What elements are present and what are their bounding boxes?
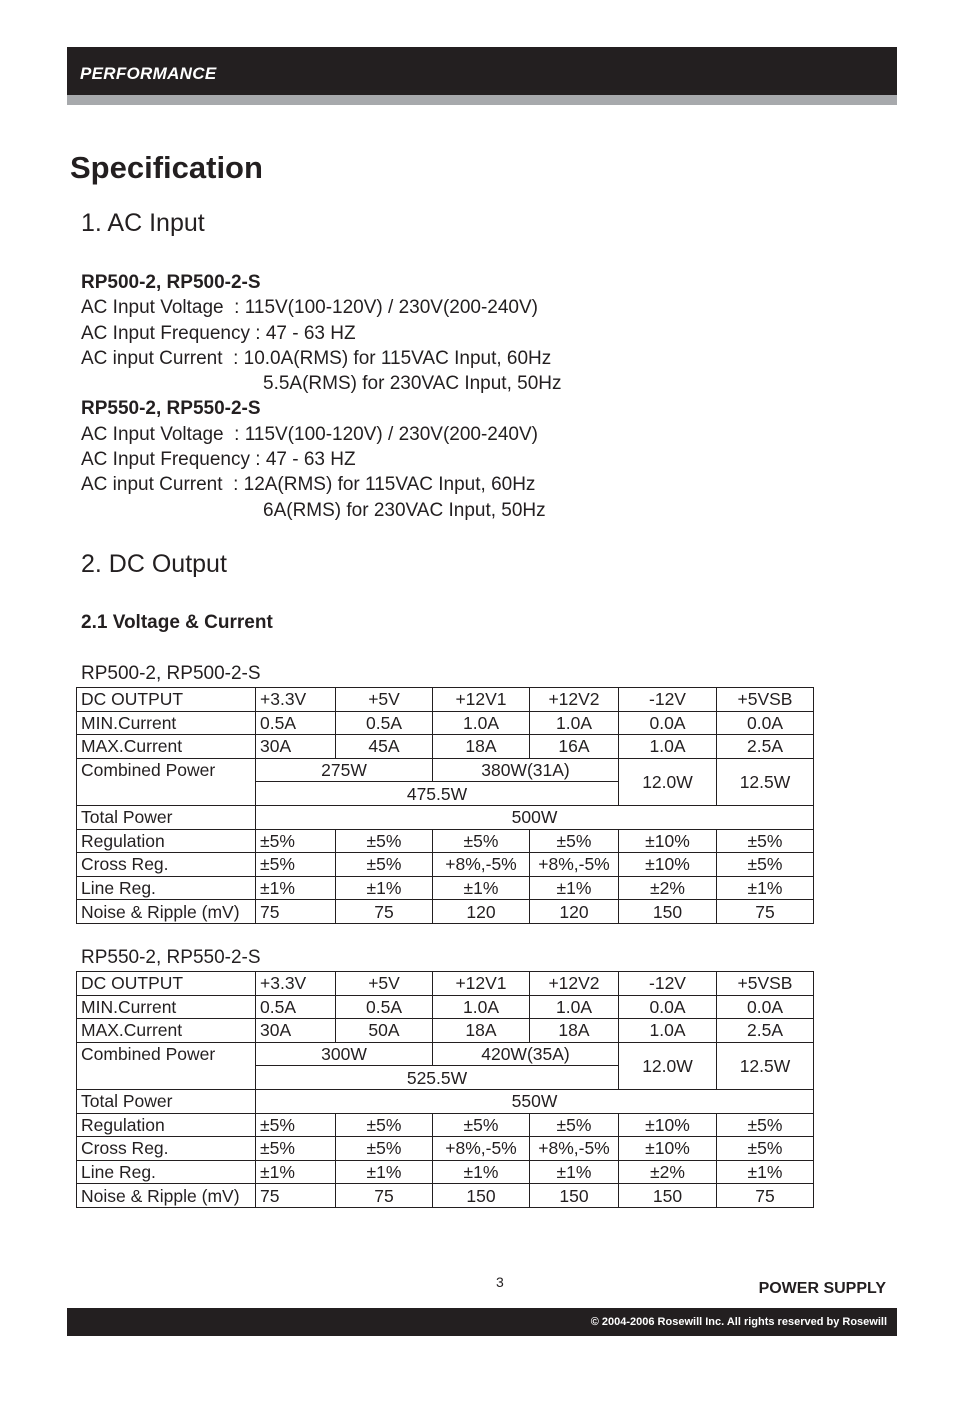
table-label-rp500: RP500-2, RP500-2-S <box>81 663 261 684</box>
table-cell: 120 <box>530 900 619 924</box>
table-cell: ±5% <box>336 1113 433 1137</box>
table-cell: ±2% <box>619 876 717 900</box>
column-header: +5V <box>336 972 433 996</box>
table-cell: 1.0A <box>619 1019 717 1043</box>
table-cell: 1.0A <box>619 735 717 759</box>
table-row <box>77 1160 814 1184</box>
table-cell: +8%,-5% <box>530 1137 619 1161</box>
table-cell: ±10% <box>619 853 717 877</box>
table-cell: ±5% <box>256 853 336 877</box>
column-header: +5VSB <box>717 688 814 712</box>
table-cell: +8%,-5% <box>433 853 530 877</box>
table-cell: 0.5A <box>336 995 433 1019</box>
spec-line: AC input Current : 10.0A(RMS) for 115VAC Input, 60Hz <box>81 347 552 369</box>
column-header: +12V1 <box>433 688 530 712</box>
spec-line: 5.5A(RMS) for 230VAC Input, 50Hz <box>263 373 562 395</box>
table-cell: ±5% <box>433 829 530 853</box>
table-cell: 275W <box>256 758 433 782</box>
column-header: +12V1 <box>433 972 530 996</box>
row-header: Noise & Ripple (mV) <box>77 1184 256 1208</box>
row-header: DC OUTPUT <box>77 688 256 712</box>
row-header: Cross Reg. <box>77 1137 256 1161</box>
row-header: DC OUTPUT <box>77 972 256 996</box>
table-row <box>77 735 814 759</box>
table-cell: 420W(35A) <box>433 1042 619 1066</box>
table-cell: ±5% <box>433 1113 530 1137</box>
table-cell: 0.5A <box>256 995 336 1019</box>
table-cell: ±1% <box>336 876 433 900</box>
spec-line: AC Input Voltage : 115V(100-120V) / 230V(200-240V) <box>81 423 539 445</box>
table-cell: 75 <box>336 1184 433 1208</box>
table-row <box>77 829 814 853</box>
table-cell: 12.5W <box>717 1042 814 1089</box>
table-row <box>77 900 814 924</box>
spec-line: AC Input Frequency : 47 - 63 HZ <box>81 449 356 471</box>
table-cell: ±10% <box>619 1137 717 1161</box>
table-cell: ±10% <box>619 1113 717 1137</box>
table-cell: 12.5W <box>717 758 814 805</box>
table-cell: 0.5A <box>336 711 433 735</box>
row-header: MIN.Current <box>77 711 256 735</box>
spec-line: AC Input Frequency : 47 - 63 HZ <box>81 322 356 344</box>
table-cell: ±2% <box>619 1160 717 1184</box>
table-cell: ±1% <box>256 876 336 900</box>
column-header: +12V2 <box>530 688 619 712</box>
row-header: Line Reg. <box>77 1160 256 1184</box>
ac-input-heading: 1. AC Input <box>81 209 205 237</box>
table-cell: 50A <box>336 1019 433 1043</box>
table-cell: ±5% <box>530 829 619 853</box>
table-cell: 75 <box>256 900 336 924</box>
column-header: +3.3V <box>256 688 336 712</box>
row-header: Combined Power <box>77 1042 256 1089</box>
column-header: -12V <box>619 688 717 712</box>
table-cell: 1.0A <box>433 995 530 1019</box>
table-cell: 475.5W <box>256 782 619 806</box>
table-cell: 18A <box>530 1019 619 1043</box>
row-header: Total Power <box>77 805 256 829</box>
table-row <box>77 688 814 712</box>
table-cell: 75 <box>336 900 433 924</box>
table-cell: 18A <box>433 735 530 759</box>
table-cell: ±5% <box>336 853 433 877</box>
table-cell: 12.0W <box>619 1042 717 1089</box>
table-cell: +8%,-5% <box>433 1137 530 1161</box>
table-cell: 30A <box>256 735 336 759</box>
table-row <box>77 758 814 782</box>
table-row <box>77 805 814 829</box>
header-shadow-bar <box>67 95 897 105</box>
table-cell: ±1% <box>256 1160 336 1184</box>
row-header: MAX.Current <box>77 735 256 759</box>
table-cell: 1.0A <box>433 711 530 735</box>
column-header: +5V <box>336 688 433 712</box>
spec-line: 6A(RMS) for 230VAC Input, 50Hz <box>263 499 546 521</box>
table-cell: ±1% <box>717 1160 814 1184</box>
table-cell: 2.5A <box>717 735 814 759</box>
table-cell: ±1% <box>336 1160 433 1184</box>
table-cell: 12.0W <box>619 758 717 805</box>
row-header: Cross Reg. <box>77 853 256 877</box>
table-row <box>77 1137 814 1161</box>
table-cell: 75 <box>717 1184 814 1208</box>
table-cell: 150 <box>619 1184 717 1208</box>
table-cell: 45A <box>336 735 433 759</box>
table-cell: 120 <box>433 900 530 924</box>
row-header: Regulation <box>77 1113 256 1137</box>
table-cell: 2.5A <box>717 1019 814 1043</box>
table-row <box>77 711 814 735</box>
table-cell: ±5% <box>717 1137 814 1161</box>
table-cell: 500W <box>256 805 814 829</box>
spec-line: AC Input Voltage : 115V(100-120V) / 230V(200-240V) <box>81 297 539 319</box>
table-row <box>77 1184 814 1208</box>
table-cell: 30A <box>256 1019 336 1043</box>
table-cell: ±5% <box>256 829 336 853</box>
table-cell: ±5% <box>256 1137 336 1161</box>
table-cell: ±1% <box>530 876 619 900</box>
row-header: Line Reg. <box>77 876 256 900</box>
row-header: MAX.Current <box>77 1019 256 1043</box>
row-header: Noise & Ripple (mV) <box>77 900 256 924</box>
table-cell: ±5% <box>717 1113 814 1137</box>
table-cell: +8%,-5% <box>530 853 619 877</box>
table-row <box>77 972 814 996</box>
table-cell: 16A <box>530 735 619 759</box>
footer-bar <box>67 1308 897 1336</box>
table-row <box>77 995 814 1019</box>
table-cell: 0.0A <box>619 995 717 1019</box>
table-cell: 0.0A <box>717 711 814 735</box>
spec-line: AC input Current : 12A(RMS) for 115VAC Input, 60Hz <box>81 474 536 496</box>
table-cell: 380W(31A) <box>433 758 619 782</box>
product-name: POWER SUPPLY <box>758 1280 886 1297</box>
table-cell: 150 <box>619 900 717 924</box>
ac-input-block <box>81 270 562 523</box>
spec-table-rp550 <box>76 971 814 1208</box>
table-cell: ±5% <box>717 853 814 877</box>
table-row <box>77 1019 814 1043</box>
table-row <box>77 1089 814 1113</box>
table-cell: 525.5W <box>256 1066 619 1090</box>
table-cell: ±10% <box>619 829 717 853</box>
table-row <box>77 1042 814 1066</box>
table-cell: 75 <box>717 900 814 924</box>
table-row <box>77 853 814 877</box>
table-cell: 550W <box>256 1089 814 1113</box>
row-header: Total Power <box>77 1089 256 1113</box>
model-heading: RP550-2, RP550-2-S <box>81 398 261 420</box>
table-cell: 0.5A <box>256 711 336 735</box>
column-header: -12V <box>619 972 717 996</box>
column-header: +3.3V <box>256 972 336 996</box>
table-cell: 0.0A <box>619 711 717 735</box>
table-cell: 18A <box>433 1019 530 1043</box>
table-cell: ±5% <box>256 1113 336 1137</box>
table-cell: ±1% <box>530 1160 619 1184</box>
spec-table-rp500 <box>76 687 814 924</box>
table-cell: ±1% <box>433 876 530 900</box>
table-row <box>77 876 814 900</box>
table-label-rp550: RP550-2, RP550-2-S <box>81 947 261 968</box>
section-label: PERFORMANCE <box>80 64 217 83</box>
table-cell: ±1% <box>717 876 814 900</box>
dc-output-heading: 2. DC Output <box>81 550 227 578</box>
page-title: Specification <box>70 150 263 185</box>
table-cell: 150 <box>433 1184 530 1208</box>
table-cell: ±5% <box>717 829 814 853</box>
column-header: +12V2 <box>530 972 619 996</box>
row-header: MIN.Current <box>77 995 256 1019</box>
page-number: 3 <box>496 1274 504 1290</box>
copyright: © 2004-2006 Rosewill Inc. All rights reserved by Rosewill <box>590 1316 887 1328</box>
table-cell: ±1% <box>433 1160 530 1184</box>
table-cell: 1.0A <box>530 995 619 1019</box>
table-cell: 75 <box>256 1184 336 1208</box>
voltage-current-heading: 2.1 Voltage & Current <box>81 612 273 633</box>
model-heading: RP500-2, RP500-2-S <box>81 272 261 293</box>
table-cell: ±5% <box>336 829 433 853</box>
table-cell: 300W <box>256 1042 433 1066</box>
table-cell: 0.0A <box>717 995 814 1019</box>
column-header: +5VSB <box>717 972 814 996</box>
table-cell: 150 <box>530 1184 619 1208</box>
table-row <box>77 1113 814 1137</box>
row-header: Regulation <box>77 829 256 853</box>
header-bar <box>67 47 897 95</box>
table-cell: ±5% <box>336 1137 433 1161</box>
table-cell: 1.0A <box>530 711 619 735</box>
row-header: Combined Power <box>77 758 256 805</box>
table-cell: ±5% <box>530 1113 619 1137</box>
